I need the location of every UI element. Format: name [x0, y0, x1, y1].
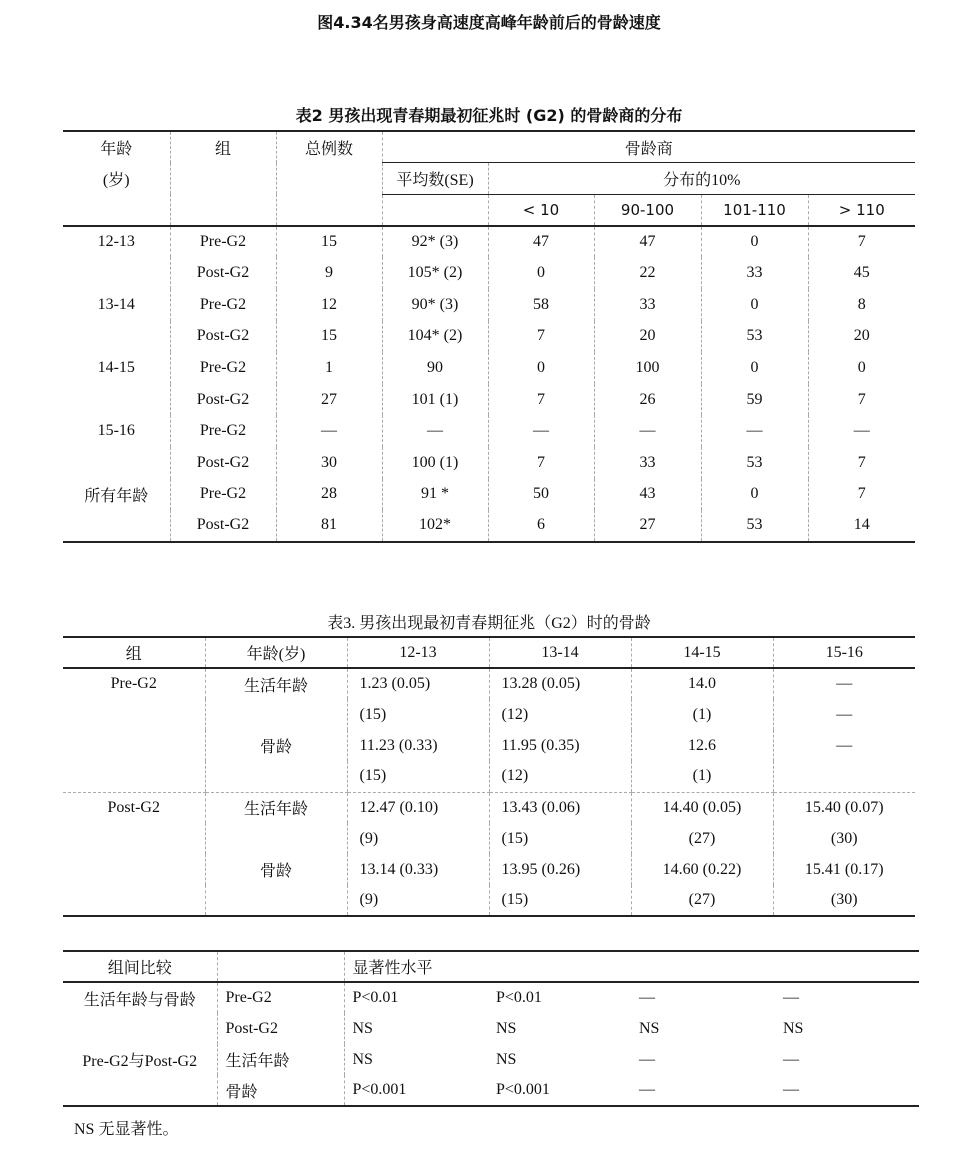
header-bin: < 10: [488, 194, 594, 226]
bin-cell: 0: [701, 479, 808, 511]
value-cell: (30): [773, 885, 915, 916]
bin-cell: 7: [808, 447, 915, 479]
value-cell: (15): [489, 885, 631, 916]
table-row: [63, 289, 915, 321]
header-cell: 年龄(岁): [205, 637, 347, 668]
figure-title: 图4.34名男孩身高速度高峰年龄前后的骨龄速度: [317, 13, 661, 32]
group-cell: Post-G2: [170, 384, 276, 416]
value-cell: —: [773, 699, 915, 730]
total-cell: 9: [276, 257, 382, 289]
value-cell: [773, 761, 915, 792]
subgroup-cell: Post-G2: [217, 1013, 344, 1044]
age-cell: 13-14: [97, 295, 135, 313]
group-cell: Pre-G2: [110, 675, 157, 692]
bin-cell: 0: [701, 226, 808, 258]
age-cell: 所有年龄: [84, 487, 149, 505]
mean-cell: 105* (2): [382, 257, 488, 289]
header-bone-age-quotient: 骨龄商: [382, 131, 915, 163]
age-cell: [63, 257, 170, 289]
bin-cell: 7: [808, 384, 915, 416]
bin-cell: 45: [808, 257, 915, 289]
table-row: [63, 668, 915, 699]
header-bin: 101-110: [701, 194, 808, 226]
table-row: [63, 384, 915, 416]
mean-cell: 102*: [382, 510, 488, 542]
table-row: [63, 699, 915, 730]
total-cell: 27: [276, 384, 382, 416]
bin-cell: 7: [488, 447, 594, 479]
bin-cell: 20: [594, 321, 701, 353]
significance-cell: NS: [344, 1044, 488, 1075]
value-cell: 11.23 (0.33): [347, 730, 489, 761]
mean-cell: —: [382, 415, 488, 447]
value-cell: 15.40 (0.07): [773, 792, 915, 823]
age-type-cell: [205, 823, 347, 854]
mean-cell: 91 *: [382, 479, 488, 511]
age-cell: [63, 321, 170, 353]
significance-cell: —: [639, 1081, 655, 1098]
group-cell: Pre-G2: [170, 226, 276, 258]
header-total: 总例数: [276, 131, 382, 163]
group-cell: Post-G2: [170, 447, 276, 479]
table-row: [63, 730, 915, 761]
value-cell: (15): [347, 699, 489, 730]
group-cell: Pre-G2: [170, 479, 276, 511]
age-type-cell: 生活年龄: [205, 668, 347, 699]
group-cell: [63, 730, 205, 761]
bin-cell: 7: [488, 384, 594, 416]
total-cell: —: [276, 415, 382, 447]
bin-cell: 0: [701, 289, 808, 321]
bin-cell: 33: [701, 257, 808, 289]
mean-cell: 101 (1): [382, 384, 488, 416]
bin-cell: 59: [701, 384, 808, 416]
significance-cell: —: [783, 1050, 799, 1068]
bin-cell: 14: [808, 510, 915, 542]
bin-cell: 27: [594, 510, 701, 542]
bin-cell: —: [488, 415, 594, 447]
significance-cell: —: [639, 1050, 655, 1068]
bin-cell: 8: [808, 289, 915, 321]
bin-cell: 0: [488, 352, 594, 384]
table-row: [63, 479, 915, 511]
significance-cell: P<0.001: [344, 1075, 488, 1106]
table-row: [63, 1075, 919, 1106]
significance-cell: NS: [639, 1019, 660, 1037]
value-cell: (12): [489, 761, 631, 792]
value-cell: (15): [489, 823, 631, 854]
significance-cell: NS: [496, 1050, 517, 1068]
bin-cell: 100: [594, 352, 701, 384]
table-row: [63, 447, 915, 479]
header-bin: 90-100: [594, 194, 701, 226]
group-cell: Pre-G2: [170, 352, 276, 384]
header-significance: 显著性水平: [344, 951, 919, 982]
bin-cell: —: [808, 415, 915, 447]
total-cell: 12: [276, 289, 382, 321]
value-cell: (27): [631, 823, 773, 854]
table-row: [63, 854, 915, 885]
table-row: [63, 792, 915, 823]
value-cell: 14.40 (0.05): [631, 792, 773, 823]
total-cell: 81: [276, 510, 382, 542]
group-cell: Pre-G2: [170, 415, 276, 447]
value-cell: (9): [347, 823, 489, 854]
value-cell: (27): [631, 885, 773, 916]
bin-cell: 53: [701, 510, 808, 542]
total-cell: 1: [276, 352, 382, 384]
header-age-unit: (岁): [102, 171, 130, 189]
bin-cell: 53: [701, 447, 808, 479]
comparison-cell: 生活年龄与骨龄: [83, 991, 196, 1009]
bin-cell: 22: [594, 257, 701, 289]
bin-cell: 47: [488, 226, 594, 258]
bin-cell: 33: [594, 289, 701, 321]
header-comparison: 组间比较: [63, 951, 217, 982]
value-cell: 15.41 (0.17): [773, 854, 915, 885]
table-row: [63, 352, 915, 384]
table2-caption: 表2 男孩出现青春期最初征兆时 (G2) 的骨龄商的分布: [295, 106, 683, 125]
header-cell: 14-15: [631, 637, 773, 668]
value-cell: (9): [347, 885, 489, 916]
age-cell: [63, 510, 170, 542]
value-cell: —: [773, 730, 915, 761]
age-cell: 15-16: [97, 422, 135, 440]
bin-cell: 26: [594, 384, 701, 416]
age-cell: [63, 447, 170, 479]
significance-cell: NS: [783, 1019, 804, 1037]
bin-cell: 7: [808, 226, 915, 258]
bin-cell: 0: [488, 257, 594, 289]
header-age: 年龄: [100, 140, 133, 158]
value-cell: 14.60 (0.22): [631, 854, 773, 885]
table-row: [63, 226, 915, 258]
value-cell: (30): [773, 823, 915, 854]
table-row: [63, 510, 915, 542]
header-cell: 13-14: [489, 637, 631, 668]
mean-cell: 90: [382, 352, 488, 384]
table-row: [63, 415, 915, 447]
value-cell: 13.28 (0.05): [489, 668, 631, 699]
header-cell: 12-13: [347, 637, 489, 668]
age-cell: 12-13: [97, 233, 135, 251]
mean-cell: 104* (2): [382, 321, 488, 353]
value-cell: (15): [347, 761, 489, 792]
value-cell: 12.6: [631, 730, 773, 761]
value-cell: (12): [489, 699, 631, 730]
significance-cell: —: [783, 989, 799, 1006]
header-group: 组: [170, 131, 276, 163]
mean-cell: 92* (3): [382, 226, 488, 258]
bin-cell: 33: [594, 447, 701, 479]
bin-cell: 7: [808, 479, 915, 511]
table4: [63, 950, 919, 1107]
significance-cell: —: [639, 989, 655, 1006]
table-row: [63, 1013, 919, 1044]
subgroup-cell: 生活年龄: [217, 1044, 344, 1075]
value-cell: 13.14 (0.33): [347, 854, 489, 885]
group-cell: [63, 885, 205, 916]
table-row: [63, 885, 915, 916]
bin-cell: 53: [701, 321, 808, 353]
table-row: [63, 823, 915, 854]
table-row: [63, 982, 919, 1013]
comparison-cell: Pre-G2与Post-G2: [82, 1053, 198, 1070]
bin-cell: 0: [701, 352, 808, 384]
significance-cell: P<0.01: [496, 989, 542, 1006]
bin-cell: —: [594, 415, 701, 447]
age-type-cell: [205, 761, 347, 792]
bin-cell: 7: [488, 321, 594, 353]
header-distribution: 分布的10%: [488, 163, 915, 195]
age-type-cell: [205, 699, 347, 730]
age-type-cell: 骨龄: [205, 854, 347, 885]
group-cell: [63, 761, 205, 792]
total-cell: 30: [276, 447, 382, 479]
group-cell: Post-G2: [170, 510, 276, 542]
significance-cell: P<0.01: [344, 982, 488, 1013]
header-mean-se: 平均数(SE): [382, 163, 488, 195]
comparison-cell: [63, 1075, 217, 1106]
group-cell: Post-G2: [170, 321, 276, 353]
age-type-cell: [205, 885, 347, 916]
table-row: [63, 321, 915, 353]
bin-cell: 0: [808, 352, 915, 384]
significance-cell: —: [783, 1081, 799, 1098]
bin-cell: —: [701, 415, 808, 447]
total-cell: 28: [276, 479, 382, 511]
bin-cell: 6: [488, 510, 594, 542]
group-cell: [63, 699, 205, 730]
bin-cell: 20: [808, 321, 915, 353]
mean-cell: 100 (1): [382, 447, 488, 479]
age-cell: 14-15: [97, 358, 135, 376]
value-cell: 13.43 (0.06): [489, 792, 631, 823]
table-row: [63, 1044, 919, 1075]
value-cell: —: [773, 668, 915, 699]
value-cell: (1): [631, 761, 773, 792]
header-cell: 15-16: [773, 637, 915, 668]
value-cell: 13.95 (0.26): [489, 854, 631, 885]
age-type-cell: 生活年龄: [205, 792, 347, 823]
significance-cell: NS: [496, 1019, 517, 1037]
subgroup-cell: 骨龄: [217, 1075, 344, 1106]
table3-caption: 表3. 男孩出现最初青春期征兆（G2）时的骨龄: [327, 615, 651, 632]
value-cell: 1.23 (0.05): [347, 668, 489, 699]
group-cell: Pre-G2: [170, 289, 276, 321]
subgroup-cell: Pre-G2: [217, 982, 344, 1013]
total-cell: 15: [276, 321, 382, 353]
mean-cell: 90* (3): [382, 289, 488, 321]
age-cell: [63, 384, 170, 416]
value-cell: 14.0: [631, 668, 773, 699]
significance-cell: P<0.001: [496, 1081, 550, 1098]
group-cell: [63, 823, 205, 854]
total-cell: 15: [276, 226, 382, 258]
header-cell: 组: [63, 637, 205, 668]
bin-cell: 43: [594, 479, 701, 511]
group-cell: Post-G2: [170, 257, 276, 289]
table-row: [63, 761, 915, 792]
significance-cell: NS: [344, 1013, 488, 1044]
value-cell: 12.47 (0.10): [347, 792, 489, 823]
bin-cell: 58: [488, 289, 594, 321]
group-cell: [63, 854, 205, 885]
footnote: NS 无显著性。: [74, 1121, 179, 1138]
bin-cell: 50: [488, 479, 594, 511]
table-row: [63, 257, 915, 289]
value-cell: 11.95 (0.35): [489, 730, 631, 761]
comparison-cell: [63, 1013, 217, 1044]
table2: [63, 130, 915, 543]
table3: [63, 636, 915, 917]
bin-cell: 47: [594, 226, 701, 258]
value-cell: (1): [631, 699, 773, 730]
group-cell: Post-G2: [107, 798, 160, 816]
age-type-cell: 骨龄: [205, 730, 347, 761]
header-bin: > 110: [808, 194, 915, 226]
